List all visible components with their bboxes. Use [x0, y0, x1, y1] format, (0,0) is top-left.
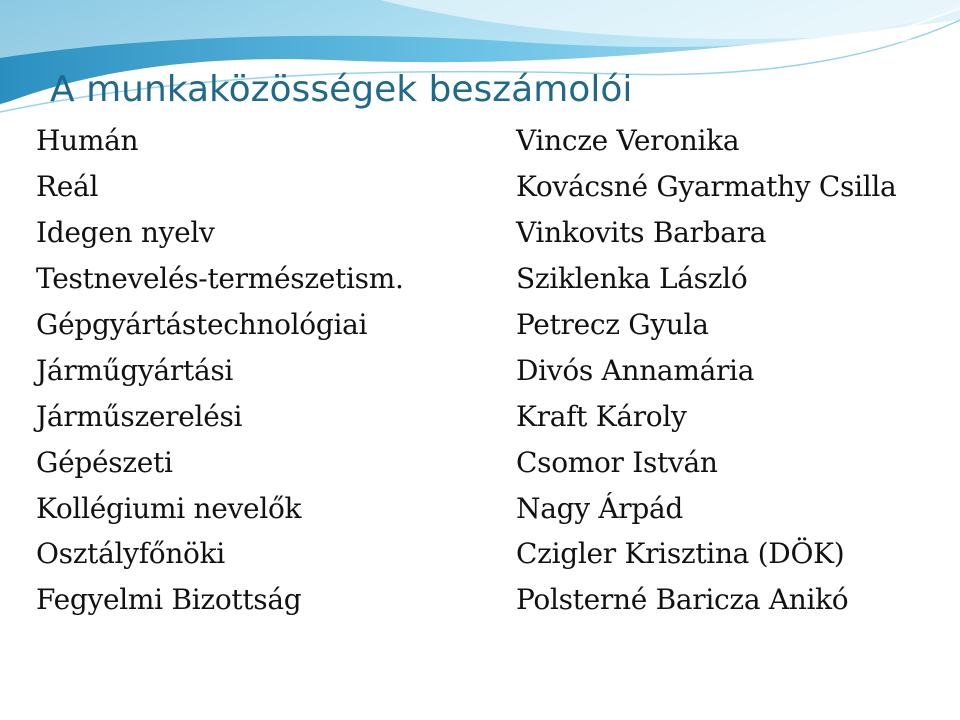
leader-name: Sziklenka László [516, 262, 748, 296]
list-item [36, 393, 936, 439]
group-name: Idegen nyelv [36, 216, 215, 250]
leader-name: Czigler Krisztina (DÖK) [516, 537, 845, 571]
leader-name: Kovácsné Gyarmathy Csilla [516, 170, 897, 204]
list-item [36, 118, 936, 164]
group-name: Fegyelmi Bizottság [36, 583, 302, 617]
group-name: Reál [36, 170, 99, 204]
group-name: Járműszerelési [36, 399, 243, 433]
leader-name: Polsterné Baricza Anikó [516, 583, 849, 617]
leader-name: Divós Annamária [516, 353, 755, 387]
leader-name: Kraft Károly [516, 399, 687, 433]
list-item [36, 164, 936, 210]
leader-name: Nagy Árpád [516, 491, 683, 525]
leader-name: Vinkovits Barbara [516, 216, 767, 250]
slide-title: A munkaközösségek beszámolói [50, 69, 633, 110]
list-item [36, 485, 936, 531]
group-name: Testnevelés-természetism. [36, 262, 404, 296]
group-name: Gépészeti [36, 445, 173, 479]
list-item [36, 210, 936, 256]
list-item [36, 531, 936, 577]
group-name: Humán [36, 124, 139, 158]
group-leader-list [36, 118, 936, 623]
group-name: Gépgyártástechnológiai [36, 308, 368, 341]
list-item [36, 302, 936, 348]
group-name: Kollégiumi nevelők [36, 491, 302, 525]
group-name: Járműgyártási [36, 353, 234, 387]
leader-name: Vincze Veronika [516, 124, 740, 158]
list-item [36, 347, 936, 393]
list-item [36, 439, 936, 485]
leader-name: Csomor István [516, 445, 718, 479]
leader-name: Petrecz Gyula [516, 308, 709, 341]
list-item [36, 256, 936, 302]
group-name: Osztályfőnöki [36, 537, 225, 571]
list-item [36, 577, 936, 623]
